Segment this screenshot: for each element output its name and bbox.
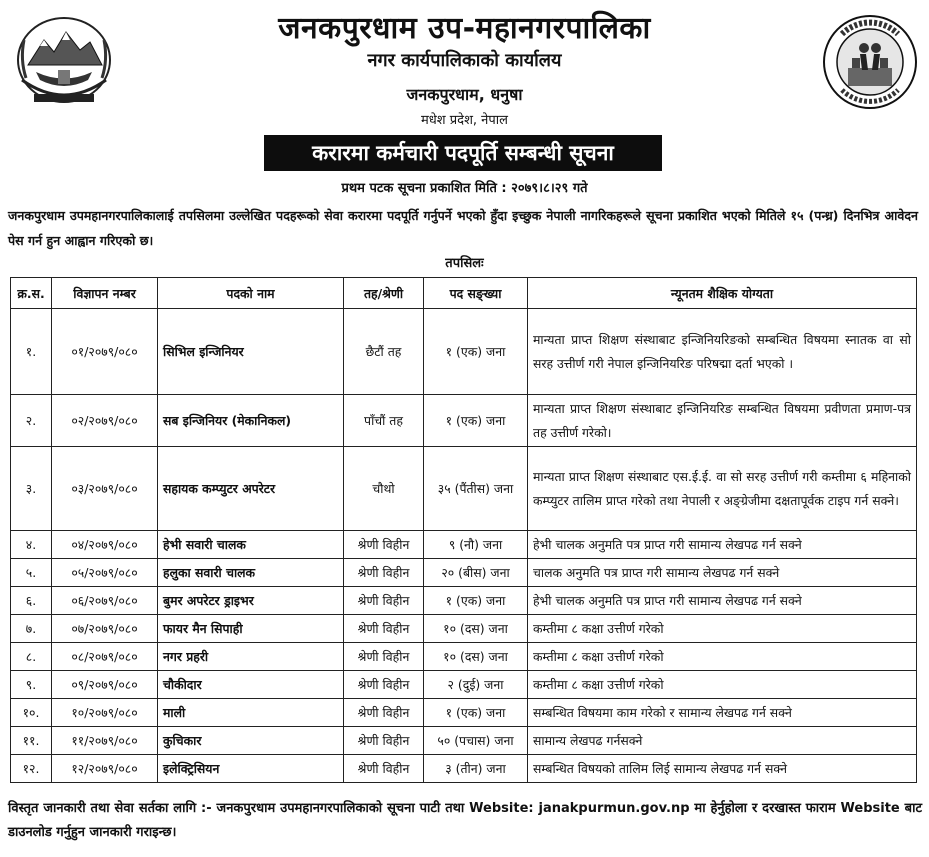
cell-post-count: १ (एक) जना: [424, 309, 528, 395]
table-row: [11, 727, 917, 755]
vacancy-table: [10, 277, 917, 783]
cell-level: श्रेणी विहीन: [344, 671, 424, 699]
header-level: तह/श्रेणी: [344, 278, 424, 309]
cell-level: पाँचौं तह: [344, 395, 424, 447]
schedule-heading: तपसिलः: [445, 256, 484, 271]
cell-adv-number: ०७/२०७९/०८०: [52, 615, 158, 643]
cell-post-name: फायर मैन सिपाही: [158, 615, 344, 643]
cell-adv-number: ०९/२०७९/०८०: [52, 671, 158, 699]
table-row: [11, 699, 917, 727]
cell-post-name: सिभिल इन्जिनियर: [158, 309, 344, 395]
cell-post-count: १ (एक) जना: [424, 587, 528, 615]
cell-post-count: ९ (नौ) जना: [424, 531, 528, 559]
cell-qualification: मान्यता प्राप्त शिक्षण संस्थाबाट इन्जिनियरिङको सम्बन्धित विषयमा स्नातक वा सो सरह उत्तीर्ण गरी नेपाल इन्जिनियरिङ परिषद्मा दर्ता भएको ।: [528, 309, 917, 395]
cell-sn: ११.: [11, 727, 52, 755]
notice-intro-paragraph: जनकपुरधाम उपमहानगरपालिकालाई तपसिलमा उल्लेखित पदहरूको सेवा करारमा पदपूर्ति गर्नुपर्ने भएको हुँदा इच्छुक नेपाली नागरिकहरूले सूचना प्रकाशित भएको मितिले १५ (पन्ध्र) दिनभित्र आवेदन पेस गर्न हुन आह्वान गरिएको छ।: [8, 208, 918, 248]
cell-post-name: इलेक्ट्रिसियन: [158, 755, 344, 783]
cell-level: श्रेणी विहीन: [344, 699, 424, 727]
cell-sn: ७.: [11, 615, 52, 643]
cell-adv-number: १०/२०७९/०८०: [52, 699, 158, 727]
header-post-name: पदको नाम: [158, 278, 344, 309]
cell-post-name: हेभी सवारी चालक: [158, 531, 344, 559]
cell-adv-number: ०८/२०७९/०८०: [52, 643, 158, 671]
cell-post-count: ३ (तीन) जना: [424, 755, 528, 783]
cell-qualification: मान्यता प्राप्त शिक्षण संस्थाबाट एस.ई.ई. वा सो सरह उत्तीर्ण गरी कम्तीमा ६ महिनाको कम्प्युटर तालिम प्राप्त गरेको तथा नेपाली र अङ्ग्रेजीमा दक्षतापूर्वक टाइप गर्न सक्ने।: [528, 447, 917, 531]
cell-qualification: कम्तीमा ८ कक्षा उत्तीर्ण गरेको: [528, 643, 917, 671]
cell-sn: १.: [11, 309, 52, 395]
cell-post-name: कुचिकार: [158, 727, 344, 755]
cell-sn: १०.: [11, 699, 52, 727]
cell-level: श्रेणी विहीन: [344, 727, 424, 755]
cell-sn: ९.: [11, 671, 52, 699]
table-header-row: [11, 278, 917, 309]
cell-level: चौथो: [344, 447, 424, 531]
cell-sn: ८.: [11, 643, 52, 671]
cell-qualification: हेभी चालक अनुमति पत्र प्राप्त गरी सामान्य लेखपढ गर्न सक्ने: [528, 531, 917, 559]
cell-sn: ४.: [11, 531, 52, 559]
cell-qualification: मान्यता प्राप्त शिक्षण संस्थाबाट इन्जिनियरिङ सम्बन्धित विषयमा प्रवीणता प्रमाण-पत्र तह उत्तीर्ण गरेको।: [528, 395, 917, 447]
cell-qualification: चालक अनुमति पत्र प्राप्त गरी सामान्य लेखपढ गर्न सक्ने: [528, 559, 917, 587]
cell-level: श्रेणी विहीन: [344, 531, 424, 559]
publish-date: प्रथम पटक सूचना प्रकाशित मिति : २०७९।८।२९ गते: [341, 181, 588, 196]
table-row: [11, 587, 917, 615]
cell-level: श्रेणी विहीन: [344, 643, 424, 671]
province-name: मधेश प्रदेश, नेपाल: [421, 113, 508, 128]
cell-post-name: बुमर अपरेटर ड्राइभर: [158, 587, 344, 615]
cell-sn: २.: [11, 395, 52, 447]
cell-adv-number: ०२/२०७९/०८०: [52, 395, 158, 447]
cell-adv-number: ११/२०७९/०८०: [52, 727, 158, 755]
cell-post-name: चौकीदार: [158, 671, 344, 699]
cell-post-name: सब इन्जिनियर (मेकानिकल): [158, 395, 344, 447]
table-row: [11, 447, 917, 531]
office-name: नगर कार्यपालिकाको कार्यालय: [367, 50, 562, 71]
cell-post-count: १ (एक) जना: [424, 395, 528, 447]
table-row: [11, 671, 917, 699]
cell-post-count: १० (दस) जना: [424, 643, 528, 671]
cell-sn: ३.: [11, 447, 52, 531]
cell-post-count: ५० (पचास) जना: [424, 727, 528, 755]
cell-qualification: कम्तीमा ८ कक्षा उत्तीर्ण गरेको: [528, 671, 917, 699]
cell-qualification: सम्बन्धित विषयको तालिम लिई सामान्य लेखपढ गर्न सक्ने: [528, 755, 917, 783]
cell-level: श्रेणी विहीन: [344, 559, 424, 587]
cell-level: श्रेणी विहीन: [344, 587, 424, 615]
cell-adv-number: ०५/२०७९/०८०: [52, 559, 158, 587]
cell-adv-number: ०३/२०७९/०८०: [52, 447, 158, 531]
cell-adv-number: ०१/२०७९/०८०: [52, 309, 158, 395]
cell-post-count: २ (दुई) जना: [424, 671, 528, 699]
cell-sn: १२.: [11, 755, 52, 783]
header-post-count: पद सङ्ख्या: [424, 278, 528, 309]
cell-post-name: नगर प्रहरी: [158, 643, 344, 671]
cell-post-name: माली: [158, 699, 344, 727]
cell-qualification: सम्बन्धित विषयमा काम गरेको र सामान्य लेखपढ गर्न सक्ने: [528, 699, 917, 727]
cell-level: श्रेणी विहीन: [344, 615, 424, 643]
footer-notice: विस्तृत जानकारी तथा सेवा सर्तका लागि :- जनकपुरधाम उपमहानगरपालिकाको सूचना पाटी तथा Website: janakpurmun.gov.np मा हेर्नुहोला र दरखास्त फाराम Website बाट डाउनलोड गर्नुहुन जानकारी गराइन्छ।: [8, 801, 922, 840]
cell-sn: ६.: [11, 587, 52, 615]
table-row: [11, 755, 917, 783]
cell-level: छैटौं तह: [344, 309, 424, 395]
cell-post-count: २० (बीस) जना: [424, 559, 528, 587]
table-row: [11, 615, 917, 643]
cell-level: श्रेणी विहीन: [344, 755, 424, 783]
cell-qualification: सामान्य लेखपढ गर्नसक्ने: [528, 727, 917, 755]
cell-post-name: सहायक कम्प्युटर अपरेटर: [158, 447, 344, 531]
cell-post-count: ३५ (पैंतीस) जना: [424, 447, 528, 531]
table-row: [11, 643, 917, 671]
header-adv-number: विज्ञापन नम्बर: [52, 278, 158, 309]
cell-adv-number: ०४/२०७९/०८०: [52, 531, 158, 559]
cell-adv-number: १२/२०७९/०८०: [52, 755, 158, 783]
header-qualification: न्यूनतम शैक्षिक योग्यता: [528, 278, 917, 309]
cell-qualification: कम्तीमा ८ कक्षा उत्तीर्ण गरेको: [528, 615, 917, 643]
table-row: [11, 395, 917, 447]
cell-adv-number: ०६/२०७९/०८०: [52, 587, 158, 615]
header-sn: क्र.स.: [11, 278, 52, 309]
table-row: [11, 309, 917, 395]
cell-qualification: हेभी चालक अनुमति पत्र प्राप्त गरी सामान्य लेखपढ गर्न सक्ने: [528, 587, 917, 615]
notice-title-banner: करारमा कर्मचारी पदपूर्ति सम्बन्धी सूचना: [264, 135, 662, 171]
table-row: [11, 559, 917, 587]
cell-post-count: १० (दस) जना: [424, 615, 528, 643]
cell-sn: ५.: [11, 559, 52, 587]
table-row: [11, 531, 917, 559]
cell-post-name: हलुका सवारी चालक: [158, 559, 344, 587]
cell-post-count: १ (एक) जना: [424, 699, 528, 727]
office-location: जनकपुरधाम, धनुषा: [406, 85, 523, 104]
municipality-title: जनकपुरधाम उप-महानगरपालिका: [278, 11, 651, 46]
